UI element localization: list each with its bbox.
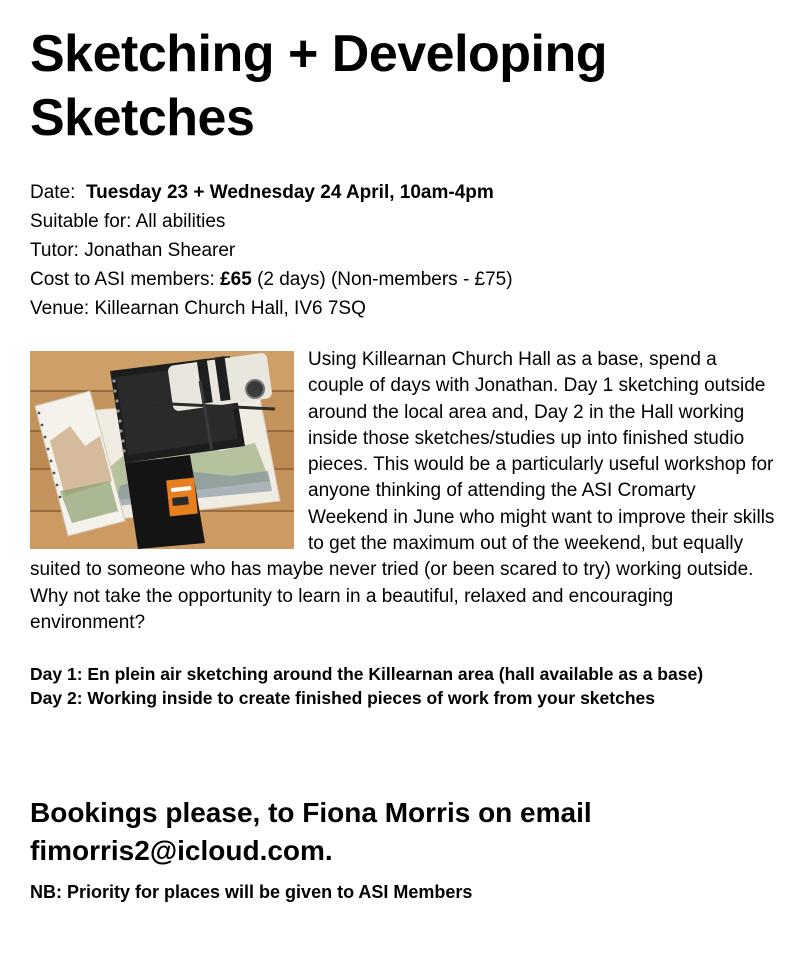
suitable-row: Suitable for: All abilities (30, 211, 226, 232)
description-section (30, 347, 775, 636)
tutor-row: Tutor: Jonathan Shearer (30, 240, 236, 261)
page-title: Sketching + Developing Sketches (30, 25, 608, 147)
booking-info (30, 794, 775, 870)
cost-rest: (2 days) (Non-members - £75) (257, 269, 513, 290)
day-schedule (30, 662, 775, 710)
sketchbooks-photo (30, 351, 294, 549)
venue-row: Venue: Killearnan Church Hall, IV6 7SQ (30, 298, 366, 319)
flyer-page (30, 22, 775, 904)
date-label: Date: (30, 182, 76, 203)
day-1-line: Day 1: En plein air sketching around the Killearnan area (hall available as a base) (30, 664, 704, 685)
day-2-line: Day 2: Working inside to create finished pieces of work from your sketches (30, 688, 655, 709)
cost-value: £65 (220, 269, 252, 290)
cost-label: Cost to ASI members: (30, 269, 215, 290)
sketchbooks-illustration (30, 351, 294, 549)
booking-email: fimorris2@icloud.com. (30, 835, 333, 867)
priority-note: NB: Priority for places will be given to ASI Members (30, 882, 473, 903)
date-row (30, 178, 775, 207)
date-value: Tuesday 23 + Wednesday 24 April, 10am-4pm (85, 182, 494, 203)
description-text: Using Killearnan Church Hall as a base, spend a couple of days with Jonathan. Day 1 sketching outside around the local area and, Day 2 in the Hall working inside those sketches/studies up into finished studio pieces. This would be a particularly useful workshop for anyone thinking of attending the ASI Cromarty Weekend in June who might want to improve their skills to get the maximum out of the weekend, but equally suited to someone who has maybe never tried (or been scared to try) working outside. Why not take the opportunity to learn in a beautiful, relaxed and encouraging environment? (30, 349, 775, 633)
cost-row (30, 265, 775, 294)
event-details (30, 178, 775, 323)
booking-line: Bookings please, to Fiona Morris on email (30, 797, 592, 829)
